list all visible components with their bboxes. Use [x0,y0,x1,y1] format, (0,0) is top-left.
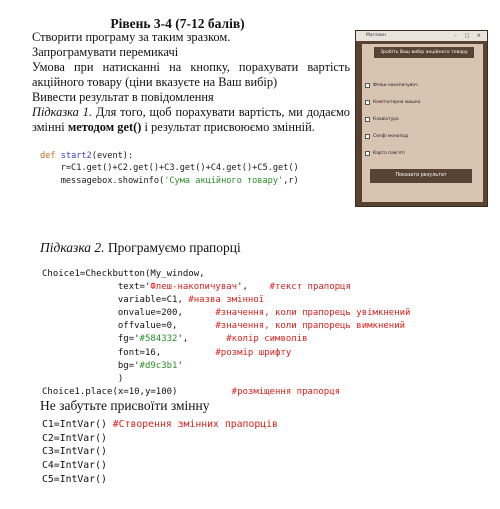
code-snippet-checkbutton [42,268,410,399]
choose-product-button[interactable]: Зробіть Ваш вибір акційного товару [374,47,474,58]
checkbox-label: Селфі монопод [373,134,409,139]
assign-variable-note: Не забутьте присвоїти змінну [40,398,210,413]
code-comment: #текст прапорця [269,282,351,293]
checkbox-keyboard[interactable] [365,117,399,122]
code-comment: #колір символів [226,334,308,345]
window-controls-icon: – □ × [454,33,484,39]
checkbox-icon [365,151,370,156]
code-function-name: start2 [60,151,92,161]
window-body [362,44,483,202]
code-line: ) [42,373,124,384]
code-line-end: ,r) [283,175,299,186]
checkbox-icon [365,117,370,122]
checkbox-icon [365,83,370,88]
code-line: C4=IntVar() [42,460,107,472]
code-string: #d9c3b1 [139,360,178,371]
code-line: messagebox.showinfo( [40,175,165,186]
checkbox-selfie-stick[interactable] [365,134,408,139]
code-snippet-start2 [40,150,299,187]
task-line: Вивести результат в повідомлення [32,90,214,104]
checkbox-mouse[interactable] [365,100,420,105]
code-comment: #Створення змінних прапорців [112,419,278,430]
code-comment: #назва змінної [188,295,265,306]
checkbox-memory-card[interactable] [365,151,405,156]
code-comment: #значення, коли прапорець увімкнений [215,308,411,319]
task-line: Створити програму за таким зразком. [32,30,231,44]
window-title: Магазин [366,33,387,38]
hint-2 [40,240,241,256]
code-comment: #розміщення прапорця [231,386,341,397]
code-line: fg=' [42,334,140,345]
code-string: 'Сума акційного товару' [164,175,284,186]
code-comment: #розмір шрифту [215,347,292,358]
checkbox-icon [365,100,370,105]
hint-2-label: Підказка 2. [40,240,105,255]
code-line: offvalue=0, [42,321,216,332]
code-string: #584332 [139,334,178,345]
show-result-button[interactable]: Показати результат [370,169,472,183]
hint-1-text-end: і результат присвоюємо змінній. [141,120,315,134]
code-line: Choice1=Checkbutton(My_window, [42,269,205,279]
checkbox-label: Клавіатура [373,117,399,122]
code-line: onvalue=200, [42,308,216,319]
hint-1-bold: методом get() [67,120,142,134]
code-line: ', [177,334,227,345]
window-titlebar [356,31,487,41]
code-line: variable=C1, [42,295,189,306]
checkbox-flash-drive[interactable] [365,83,418,88]
code-line: r=C1.get()+C2.get()+C3.get()+C4.get()+C5.get() [40,163,299,174]
code-line: ' [177,360,183,371]
task-description [32,30,350,135]
code-line: C1=IntVar() [42,419,113,430]
checkbox-label: Карта пам'яті [373,151,405,156]
task-line: Запрограмувати перемикачі [32,45,179,59]
shop-window-screenshot [355,30,488,207]
code-comment: #значення, коли прапорець вимкнений [215,321,406,332]
code-line: ', [237,282,248,293]
code-line: C2=IntVar() [42,432,107,444]
code-line: bg=' [42,360,140,371]
code-line: text=' [42,282,151,293]
task-line: Умова при натисканні на кнопку, порахувати вартість акційного товару (ціни вказуєте на Ваш вибір) [32,60,350,89]
code-snippet-intvar [42,418,278,487]
hint-1 [32,105,350,135]
hint-2-text: Програмуємо прапорці [104,240,241,255]
checkbox-icon [365,134,370,139]
code-string: Флеш-накопичувач [150,282,238,293]
hint-1-text: Для того, щоб порахувати вартість, ми додаємо змінні [32,105,351,134]
hint-1-label: Підказка 1. [32,105,93,119]
checkbox-label: Комп'ютерна мишка [373,100,421,105]
code-signature: (event): [91,151,134,161]
code-line: font=16, [42,347,216,358]
code-keyword: def [40,151,56,161]
page-title: Рівень 3-4 (7-12 балів) [110,16,245,31]
code-line: C5=IntVar() [42,473,107,485]
checkbox-label: Флеш-накопичувач [373,83,418,88]
code-line: C3=IntVar() [42,446,107,458]
code-line: Choice1.place(x=10,y=100) [42,386,178,397]
